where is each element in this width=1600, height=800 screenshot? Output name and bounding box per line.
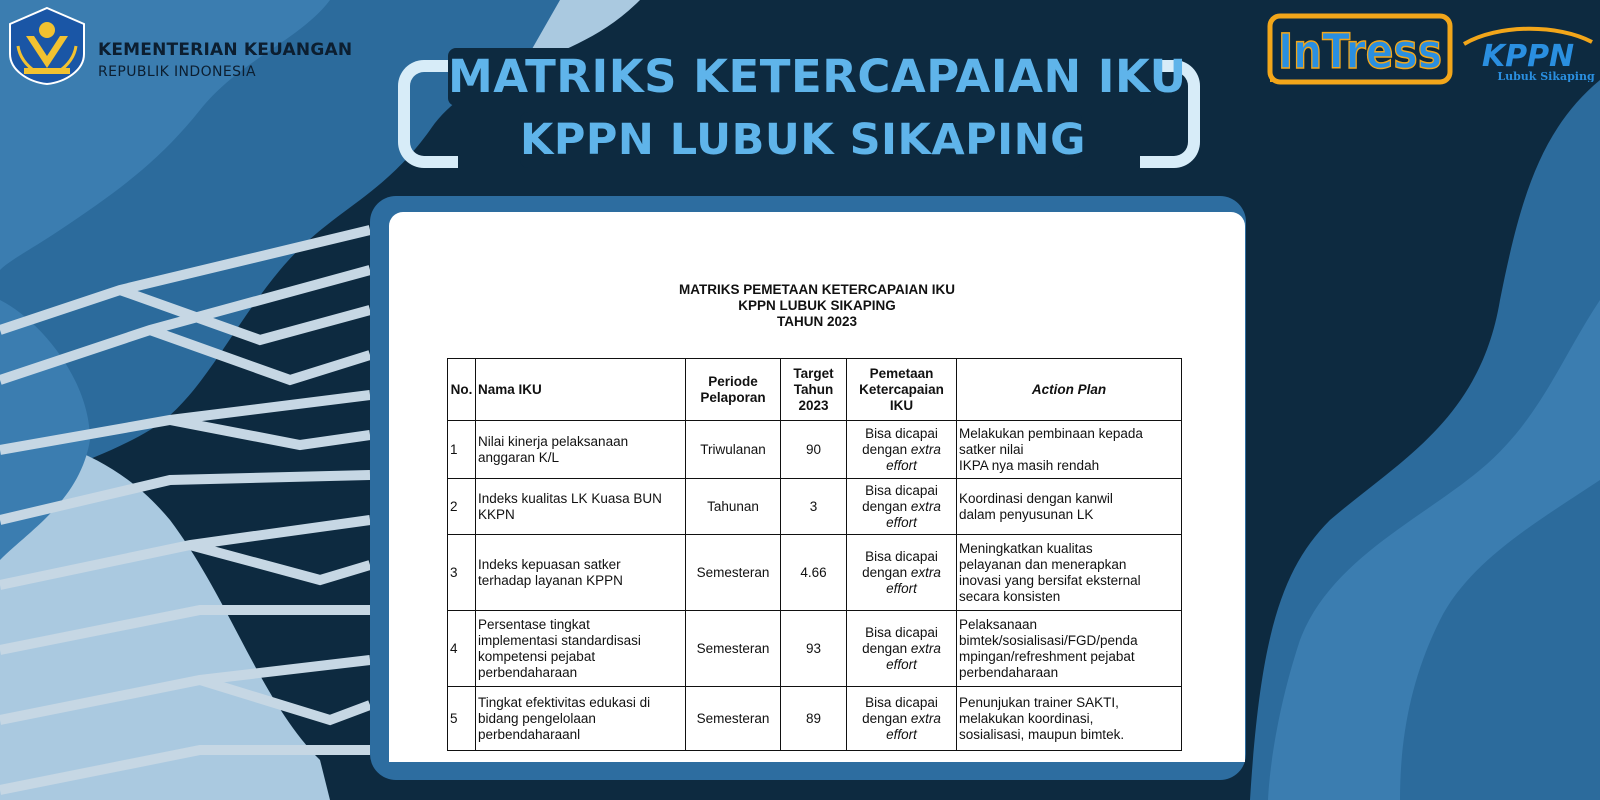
cell-italic-text: extra — [910, 564, 941, 580]
col-header-pemetaan — [847, 359, 957, 421]
col-header-pemetaan-line2: Ketercapaian — [859, 381, 944, 397]
page-title-line1: MATRIKS KETERCAPAIAN IKU — [448, 48, 1154, 106]
kppn-logo-subtext: Lubuk Sikaping — [1497, 70, 1595, 82]
table-row — [448, 535, 1182, 611]
cell-line: implementasi standardisasi — [478, 632, 641, 648]
cell-line: Koordinasi dengan kanwil — [959, 490, 1113, 506]
col-header-action-plan: Action Plan — [957, 359, 1182, 421]
col-header-periode-line2: Pelaporan — [700, 389, 766, 405]
document-title-line2: KPPN LUBUK SIKAPING — [738, 298, 896, 313]
cell-nama-iku — [476, 535, 686, 611]
cell-periode: Semesteran — [686, 687, 781, 751]
cell-line — [849, 641, 954, 657]
document-page — [389, 212, 1245, 762]
cell-line: Persentase tingkat — [478, 616, 590, 632]
document-title-line1: MATRIKS PEMETAAN KETERCAPAIAN IKU — [679, 282, 955, 297]
page-title-line2: KPPN LUBUK SIKAPING — [520, 112, 1082, 168]
cell-line: IKPA nya masih rendah — [959, 457, 1100, 473]
cell-line: anggaran K/L — [478, 449, 560, 465]
cell-pemetaan — [847, 687, 957, 751]
cell-italic-text: extra — [910, 710, 941, 726]
cell-line: Bisa dicapai — [865, 694, 938, 710]
cell-line: Melakukan pembinaan kepada — [959, 425, 1143, 441]
col-header-nama-iku: Nama IKU — [476, 359, 686, 421]
cell-target: 89 — [781, 687, 847, 751]
cell-text: dengan — [862, 564, 908, 580]
cell-italic-text: effort — [886, 457, 917, 473]
cell-line: pelayanan dan menerapkan — [959, 556, 1127, 572]
intress-logo-icon — [1266, 12, 1454, 88]
cell-target: 4.66 — [781, 535, 847, 611]
cell-target: 3 — [781, 479, 847, 535]
col-header-pemetaan-line1: Pemetaan — [869, 365, 934, 381]
cell-action-plan — [957, 479, 1182, 535]
cell-line: Indeks kepuasan satker — [478, 556, 621, 572]
cell-text: dengan — [862, 441, 908, 457]
cell-line: Bisa dicapai — [865, 425, 938, 441]
cell-periode: Triwulanan — [686, 421, 781, 479]
organization-name — [98, 40, 352, 80]
cell-line: KKPN — [478, 506, 515, 522]
cell-line: terhadap layanan KPPN — [478, 572, 623, 588]
col-header-periode — [686, 359, 781, 421]
cell-line: perbendaharaan — [959, 664, 1059, 680]
cell-italic-text: effort — [886, 580, 917, 596]
cell-italic-text: effort — [886, 726, 917, 742]
table-header-row — [448, 359, 1182, 421]
col-header-target — [781, 359, 847, 421]
document-title-line3: TAHUN 2023 — [776, 314, 858, 329]
table-row — [448, 479, 1182, 535]
cell-line — [849, 458, 954, 474]
cell-line: Tingkat efektivitas edukasi di — [478, 694, 651, 710]
cell-line: perbendaharaan — [478, 664, 578, 680]
cell-no: 5 — [448, 687, 476, 751]
cell-nama-iku — [476, 421, 686, 479]
cell-line — [849, 657, 954, 673]
cell-line: Pelaksanaan — [959, 616, 1038, 632]
cell-text: dengan — [862, 710, 908, 726]
cell-pemetaan — [847, 535, 957, 611]
cell-target: 93 — [781, 611, 847, 687]
cell-line: bidang pengelolaan — [478, 710, 596, 726]
cell-action-plan — [957, 535, 1182, 611]
col-header-target-line3: 2023 — [798, 397, 829, 413]
col-header-target-line2: Tahun — [793, 381, 834, 397]
kemenkeu-logo-icon — [6, 6, 88, 86]
cell-nama-iku — [476, 687, 686, 751]
cell-line: satker nilai — [959, 441, 1024, 457]
cell-line: inovasi yang bersifat eksternal — [959, 572, 1141, 588]
cell-line: melakukan koordinasi, — [959, 710, 1094, 726]
iku-table — [447, 358, 1182, 751]
cell-periode: Tahunan — [686, 479, 781, 535]
cell-line: kompetensi pejabat — [478, 648, 596, 664]
cell-no: 2 — [448, 479, 476, 535]
cell-italic-text: effort — [886, 514, 917, 530]
cell-line: Bisa dicapai — [865, 482, 938, 498]
cell-italic-text: effort — [886, 656, 917, 672]
cell-action-plan — [957, 611, 1182, 687]
cell-line: Penunjukan trainer SAKTI, — [959, 694, 1119, 710]
cell-periode: Semesteran — [686, 611, 781, 687]
table-row — [448, 421, 1182, 479]
cell-line — [849, 515, 954, 531]
cell-line: Nilai kinerja pelaksanaan — [478, 433, 629, 449]
cell-italic-text: extra — [910, 498, 941, 514]
document-title — [389, 282, 1245, 330]
table-row — [448, 687, 1182, 751]
cell-line: perbendaharaanl — [478, 726, 581, 742]
cell-line: Meningkatkan kualitas — [959, 540, 1093, 556]
cell-text: dengan — [862, 498, 908, 514]
cell-text: dengan — [862, 640, 908, 656]
cell-no: 4 — [448, 611, 476, 687]
col-header-pemetaan-line3: IKU — [889, 397, 914, 413]
cell-line — [849, 581, 954, 597]
col-header-periode-line1: Periode — [708, 373, 758, 389]
cell-pemetaan — [847, 611, 957, 687]
cell-target: 90 — [781, 421, 847, 479]
cell-periode: Semesteran — [686, 535, 781, 611]
col-header-target-line1: Target — [793, 365, 834, 381]
cell-line: secara konsisten — [959, 588, 1061, 604]
cell-line: Indeks kualitas LK Kuasa BUN — [478, 490, 662, 506]
cell-line — [849, 711, 954, 727]
cell-pemetaan — [847, 421, 957, 479]
cell-no: 1 — [448, 421, 476, 479]
cell-line: sosialisasi, maupun bimtek. — [959, 726, 1125, 742]
cell-line: dalam penyusunan LK — [959, 506, 1094, 522]
col-header-no: No. — [448, 359, 476, 421]
cell-italic-text: extra — [910, 640, 941, 656]
cell-line — [849, 442, 954, 458]
cell-line: Bisa dicapai — [865, 548, 938, 564]
cell-italic-text: extra — [910, 441, 941, 457]
cell-line — [849, 727, 954, 743]
cell-no: 3 — [448, 535, 476, 611]
cell-nama-iku — [476, 479, 686, 535]
cell-nama-iku — [476, 611, 686, 687]
cell-line: Bisa dicapai — [865, 624, 938, 640]
cell-line: mpingan/refreshment pejabat — [959, 648, 1135, 664]
intress-logo-text: InTress — [1278, 24, 1442, 80]
kppn-logo-icon — [1458, 24, 1596, 82]
cell-pemetaan — [847, 479, 957, 535]
org-name-line1: KEMENTERIAN KEUANGAN — [98, 40, 353, 60]
cell-line: bimtek/sosialisasi/FGD/penda — [959, 632, 1138, 648]
cell-line — [849, 499, 954, 515]
cell-action-plan — [957, 421, 1182, 479]
cell-line — [849, 565, 954, 581]
kppn-logo-text: KPPN — [1481, 39, 1575, 74]
org-name-line2: REPUBLIK INDONESIA — [98, 64, 256, 80]
cell-action-plan — [957, 687, 1182, 751]
table-row — [448, 611, 1182, 687]
